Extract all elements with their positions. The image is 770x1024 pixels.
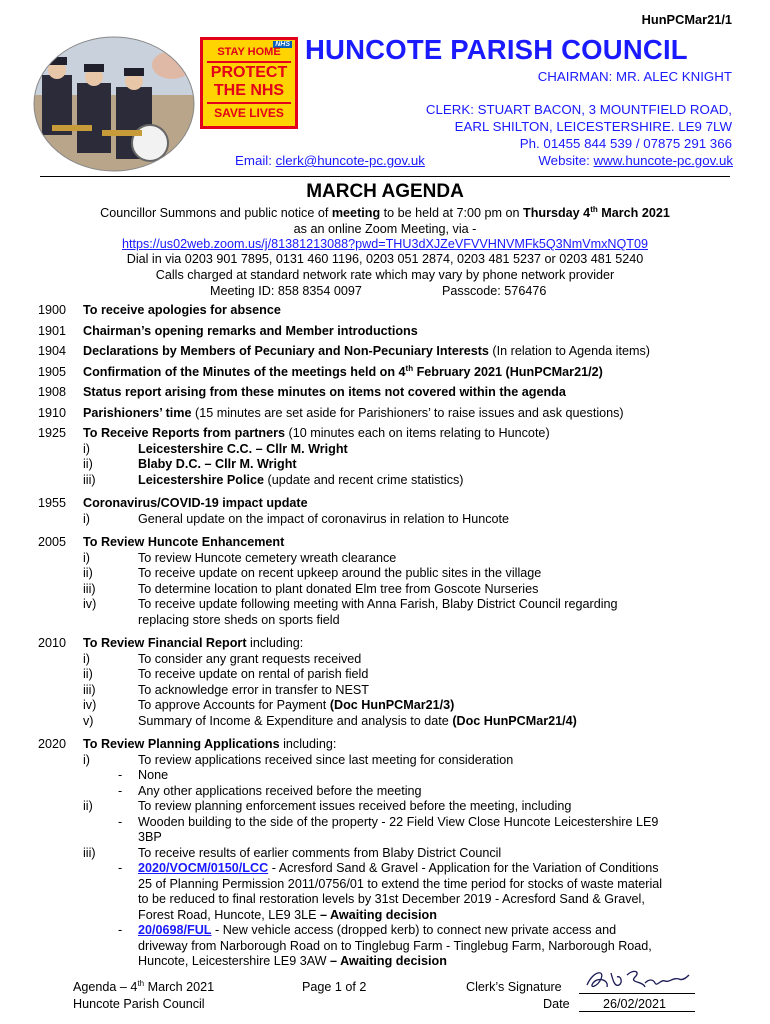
summons-text: Councillor Summons and public notice of [100, 206, 332, 220]
sub-item [83, 582, 738, 598]
signed-date: 26/02/2021 [603, 997, 667, 1011]
sub-text: To receive update following meeting with Anna Farish, Blaby District Council regarding [138, 597, 618, 611]
sub-item [83, 683, 738, 699]
sub-text-cont: replacing store sheds on sports field [138, 612, 340, 627]
dash-text: Any other applications received before the meeting [138, 783, 422, 798]
sub-item [83, 551, 738, 567]
agenda-item-2010 [38, 636, 738, 729]
agenda-item-1955 [38, 496, 738, 527]
nhs-badge-divider [207, 61, 291, 63]
application-status: – Awaiting decision [330, 954, 447, 968]
sub-text: To receive update on recent upkeep around the public sites in the village [138, 566, 542, 580]
footer-agenda-b: March 2021 [144, 980, 215, 994]
dash-text: None [138, 768, 169, 782]
dash-item [118, 768, 738, 784]
application-text-cont: driveway from Narborough Road on to Tinglebug Farm - Tinglebug Farm, Narborough Road, [138, 938, 652, 953]
website-label: Website: [538, 153, 594, 168]
item-number: 1904 [38, 344, 67, 358]
item-number: 2005 [38, 535, 67, 549]
sub-text: To approve Accounts for Payment [138, 698, 330, 712]
website-block [538, 153, 733, 168]
clerk-address-line-2: EARL SHILTON, LEICESTERSHIRE. LE9 7LW [454, 119, 732, 134]
item-heading: To Review Huncote Enhancement [83, 535, 285, 549]
clerk-signature-image [583, 965, 693, 995]
sub-item [83, 753, 738, 769]
sub-numeral: i) [83, 651, 90, 666]
sub-text: To receive results of earlier comments from Blaby District Council [138, 845, 502, 860]
item-number: 1925 [38, 426, 67, 440]
sub-text: To determine location to plant donated Elm tree from Goscote Nurseries [138, 581, 539, 596]
passcode: Passcode: 576476 [442, 284, 547, 298]
sub-numeral: i) [83, 550, 90, 565]
header-divider [40, 176, 730, 177]
sub-numeral: iii) [83, 682, 96, 697]
item-number: 1955 [38, 496, 67, 510]
item-note: (10 minutes each on items relating to Huncote) [285, 426, 550, 440]
sub-text: To review applications received since last meeting for consideration [138, 752, 514, 767]
date-label: Date [543, 997, 570, 1011]
application-text: - New vehicle access (dropped kerb) to connect new private access and [211, 923, 617, 937]
dash-text: Wooden building to the side of the property - 22 Field View Close Huncote Leicestershire LE9 [138, 814, 659, 829]
footer-agenda-sup: th [137, 978, 145, 988]
planning-application-1 [118, 861, 738, 877]
application-link[interactable]: 2020/VOCM/0150/LCC [138, 861, 269, 875]
summons-line [0, 206, 770, 220]
item-heading: To Review Financial Report [83, 636, 247, 650]
nhs-logo: NHS [275, 41, 290, 48]
meeting-id: Meeting ID: 858 8354 0097 [210, 284, 362, 298]
agenda-item-1905 [38, 365, 738, 381]
item-number: 1908 [38, 385, 67, 399]
clerk-signature-label: Clerk’s Signature [466, 980, 562, 994]
item-heading: Chairman’s opening remarks and Member introductions [83, 323, 418, 338]
sub-text: General update on the impact of coronavirus in relation to Huncote [138, 511, 510, 526]
sub-text: Leicestershire C.C. – Cllr M. Wright [138, 441, 348, 456]
sub-item [83, 799, 738, 815]
nhs-badge-divider-2 [207, 102, 291, 104]
sub-numeral: ii) [83, 457, 93, 471]
item-heading: To receive apologies for absence [83, 303, 281, 317]
sub-numeral: ii) [83, 667, 93, 681]
email-label: Email: [235, 153, 276, 168]
item-number: 2020 [38, 737, 67, 751]
item-heading-sup: th [405, 363, 414, 373]
item-number: 1901 [38, 323, 67, 338]
sub-item [83, 698, 738, 714]
agenda-item-1904 [38, 344, 738, 360]
item-number: 1900 [38, 303, 67, 317]
summons-date-month: March 2021 [597, 206, 670, 220]
zoom-link-row [0, 237, 770, 251]
zoom-link[interactable]: https://us02web.zoom.us/j/81381213088?pwd=THU3dXJZeVFVVHNVMFk5Q3NmVmxNQT09 [121, 237, 649, 251]
footer-council: Huncote Parish Council [73, 997, 205, 1011]
item-heading: Declarations by Members of Pecuniary and Non-Pecuniary Interests [83, 344, 489, 358]
sub-item [83, 473, 738, 489]
sub-numeral: iv) [83, 597, 97, 611]
chairman-line: CHAIRMAN: MR. ALEC KNIGHT [537, 69, 732, 84]
agenda-item-2020 [38, 737, 738, 970]
item-heading: Status report arising from these minutes on items not covered within the agenda [83, 385, 566, 399]
item-heading-b: February 2021 (HunPCMar21/2) [413, 364, 603, 379]
agenda-item-1925 [38, 426, 738, 488]
footer-agenda-a: Agenda – 4 [73, 980, 138, 994]
sub-text: To consider any grant requests received [138, 651, 362, 666]
sub-numeral: i) [83, 441, 90, 456]
dash-bullet: - [118, 783, 123, 798]
sub-numeral: i) [83, 511, 90, 526]
doc-reference: (Doc HunPCMar21/4) [452, 713, 577, 728]
agenda-item-2005 [38, 535, 738, 628]
sub-item [83, 512, 738, 528]
dash-bullet: - [118, 861, 123, 875]
item-heading-a: Confirmation of the Minutes of the meetings held on 4 [83, 364, 406, 379]
page-number: Page 1 of 2 [302, 980, 367, 994]
document-reference: HunPCMar21/1 [641, 12, 732, 27]
item-number: 1910 [38, 405, 67, 420]
phone-line: Ph. 01455 844 539 / 07875 291 366 [519, 136, 732, 151]
sub-numeral: i) [83, 752, 90, 767]
agenda-item-1900 [38, 303, 738, 319]
sub-numeral: ii) [83, 799, 93, 813]
contact-row [235, 153, 733, 168]
dash-item [118, 815, 738, 831]
sub-note: (update and recent crime statistics) [264, 472, 464, 487]
dial-in-line: Dial in via 0203 901 7895, 0131 460 1196, 0203 051 2874, 0203 481 5237 or 0203 481 5240 [126, 252, 644, 266]
item-heading: To Review Planning Applications [83, 737, 280, 751]
sub-numeral: iii) [83, 472, 96, 487]
summons-date-suffix: th [590, 204, 598, 214]
sub-text: Summary of Income & Expenditure and analysis to date [138, 713, 453, 728]
application-status: – Awaiting decision [320, 907, 437, 922]
nhs-badge-line-4: SAVE LIVES [214, 106, 284, 120]
sub-item [83, 714, 738, 730]
item-heading: To Receive Reports from partners [83, 426, 286, 440]
item-note: including: [279, 737, 337, 751]
doc-reference: (Doc HunPCMar21/3) [329, 698, 455, 712]
item-number: 2010 [38, 636, 67, 650]
sub-item [83, 846, 738, 862]
dash-bullet: - [118, 814, 123, 829]
date-line [579, 1011, 695, 1012]
dash-item [118, 784, 738, 800]
sub-text: To receive update on rental of parish field [138, 667, 369, 681]
summons-date-day: Thursday 4 [523, 206, 591, 220]
planning-application-2 [118, 923, 738, 939]
sub-text: Blaby D.C. – Cllr M. Wright [138, 457, 297, 471]
email-link[interactable]: clerk@huncote-pc.gov.uk [275, 153, 425, 168]
agenda-item-1908 [38, 385, 738, 401]
item-note: (In relation to Agenda items) [488, 344, 650, 358]
signature-line [579, 993, 695, 994]
nhs-stay-home-badge [200, 37, 298, 129]
sub-item [83, 457, 738, 473]
dash-bullet: - [118, 923, 123, 937]
sub-text: To acknowledge error in transfer to NEST [138, 682, 369, 697]
sub-numeral: iii) [83, 581, 96, 596]
item-heading [83, 365, 603, 379]
sub-numeral: iv) [83, 698, 97, 712]
item-number: 1905 [38, 364, 67, 379]
agenda-heading: MARCH AGENDA [306, 181, 464, 202]
footer-agenda-date [73, 979, 214, 996]
item-heading: Coronavirus/COVID-19 impact update [83, 496, 308, 510]
agenda-item-1901 [38, 324, 738, 340]
sub-item [83, 566, 738, 582]
nhs-badge-line-3: THE NHS [213, 82, 285, 99]
application-link[interactable]: 20/0698/FUL [138, 923, 212, 937]
sub-text: To review Huncote cemetery wreath clearance [138, 550, 397, 565]
sub-numeral: iii) [83, 845, 96, 860]
application-location: Forest Road, Huncote, LE9 3LE [138, 907, 321, 922]
zoom-intro-line: as an online Zoom Meeting, via - [293, 222, 477, 236]
sub-item [83, 442, 738, 458]
agenda-items [38, 303, 738, 975]
item-note: including: [246, 636, 304, 650]
footer-left [73, 979, 214, 1013]
sub-item [83, 597, 738, 628]
application-text: - Acresford Sand & Gravel - Application for the Variation of Conditions [268, 861, 659, 875]
application-location: Huncote, Leicestershire LE9 3AW [138, 954, 331, 968]
item-heading: Parishioners’ time [83, 405, 192, 420]
website-link[interactable]: www.huncote-pc.gov.uk [593, 153, 733, 168]
council-title: HUNCOTE PARISH COUNCIL [305, 34, 688, 65]
charges-line: Calls charged at standard network rate which may vary by phone network provider [155, 268, 615, 282]
nhs-badge-line-2: PROTECT [210, 64, 288, 81]
sub-text: To review planning enforcement issues received before the meeting, including [138, 799, 572, 813]
summons-date [523, 206, 670, 220]
item-note: (15 minutes are set aside for Parishioners’ to raise issues and ask questions) [191, 405, 624, 420]
sub-numeral: v) [83, 713, 94, 728]
dash-bullet: - [118, 768, 123, 782]
sub-item [83, 652, 738, 668]
application-text-cont: 25 of Planning Permission 2011/0756/01 to extend the time period for stocks of waste material [138, 876, 663, 891]
sub-text: Leicestershire Police [138, 472, 265, 487]
dash-text-cont: 3BP [138, 830, 162, 844]
application-text-cont: to be reduced to final restoration levels by 31st December 2019 - Acresford Sand & Gravel, [138, 892, 645, 906]
summons-time: to be held at 7:00 pm on [380, 206, 523, 220]
agenda-item-1910 [38, 406, 738, 422]
application-text-cont [138, 908, 738, 924]
sub-item [83, 667, 738, 683]
sub-numeral: ii) [83, 566, 93, 580]
clerk-address-line-1: CLERK: STUART BACON, 3 MOUNTFIELD ROAD, [425, 102, 732, 117]
nhs-badge-line-1: STAY HOME [217, 46, 281, 58]
summons-meeting: meeting [331, 206, 381, 220]
council-logo-illustration [32, 35, 197, 173]
